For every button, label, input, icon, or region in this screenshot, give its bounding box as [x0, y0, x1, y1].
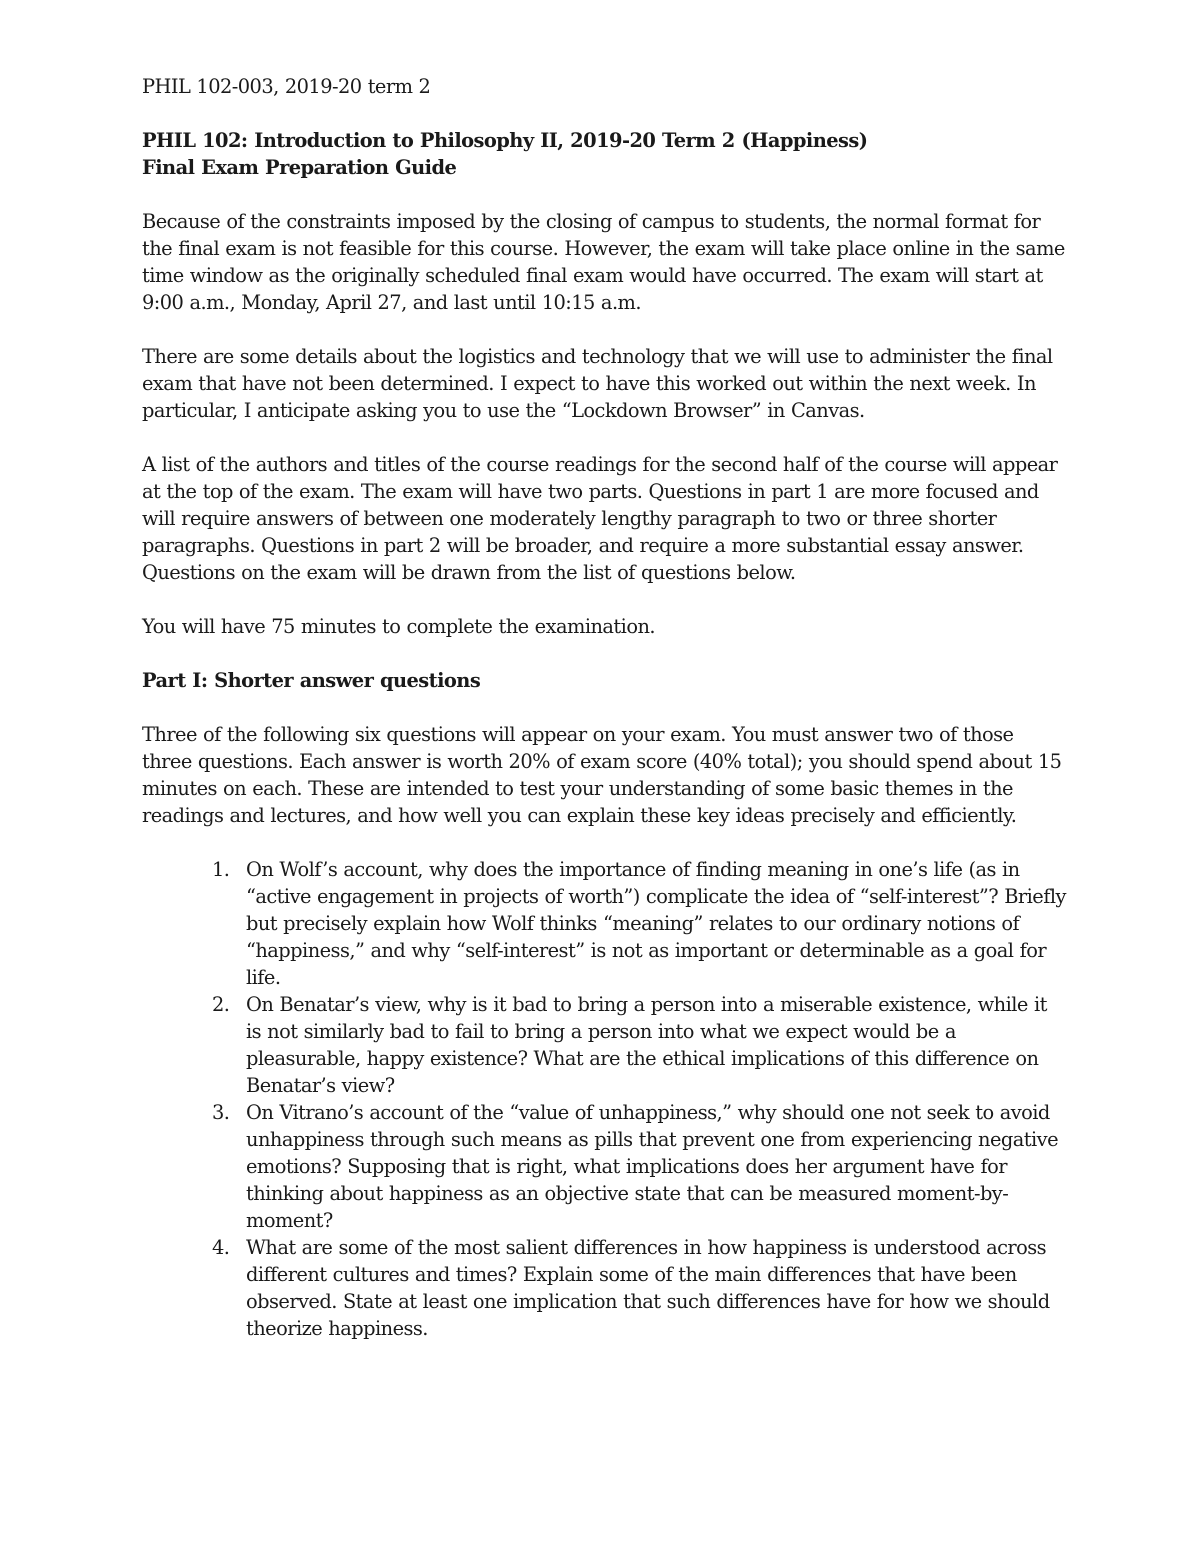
list-item [142, 856, 1067, 991]
part1-intro: Three of the following six questions will appear on your exam. You must answer two of those three questions. Each answer is worth 20% of exam score (40% total); you should spend about 15 minutes on each. These are intended to test your understanding of some basic themes in the readings and lectures, and how well you can explain these key ideas precisely and efficiently. [142, 723, 1062, 827]
question-text: On Wolf’s account, why does the importance of finding meaning in one’s life (as in “active engagement in projects of worth”) complicate the idea of “self-interest”? Briefly but precisely explain how Wolf thinks “meaning” relates to our ordinary notions of “happiness,” and why “self-interest” is not as important or determinable as a goal for life. [246, 858, 1066, 989]
paragraph-exam-structure: A list of the authors and titles of the course readings for the second half of the course will appear at the top of the exam. The exam will have two parts. Questions in part 1 are more focused and will require answers of between one moderately lengthy paragraph to two or three shorter paragraphs. Questions in part 2 will be broader, and require a more substantial essay answer. Questions on the exam will be drawn from the list of questions below. [142, 453, 1058, 584]
list-item [142, 1234, 1067, 1342]
part1-heading: Part I: Shorter answer questions [142, 669, 481, 692]
document-page [142, 73, 1067, 1342]
question-list [142, 856, 1067, 1342]
question-number: 4. [212, 1236, 230, 1259]
question-text: On Vitrano’s account of the “value of unhappiness,” why should one not seek to avoid unhappiness through such means as pills that prevent one from experiencing negative emotions? Supposing that is right, what implications does her argument have for thinking about happiness as an objective state that can be measured moment-by-moment? [246, 1101, 1059, 1232]
paragraph-logistics: There are some details about the logistics and technology that we will use to administer the final exam that have not been determined. I expect to have this worked out within the next week. In particular, I anticipate asking you to use the “Lockdown Browser” in Canvas. [142, 345, 1053, 422]
question-text: On Benatar’s view, why is it bad to bring a person into a miserable existence, while it is not similarly bad to fail to bring a person into what we expect would be a pleasurable, happy existence? What are the ethical implications of this difference on Benatar’s view? [246, 993, 1047, 1097]
question-number: 3. [212, 1101, 230, 1124]
page-header: PHIL 102-003, 2019-20 term 2 [142, 75, 431, 98]
paragraph-time-limit: You will have 75 minutes to complete the examination. [142, 615, 656, 638]
course-title: PHIL 102: Introduction to Philosophy II, 2019-20 Term 2 (Happiness) [142, 129, 868, 152]
question-number: 1. [212, 858, 230, 881]
question-number: 2. [212, 993, 230, 1016]
guide-title: Final Exam Preparation Guide [142, 156, 457, 179]
paragraph-exam-format: Because of the constraints imposed by the closing of campus to students, the normal format for the final exam is not feasible for this course. However, the exam will take place online in the same time window as the originally scheduled final exam would have occurred. The exam will start at 9:00 a.m., Monday, April 27, and last until 10:15 a.m. [142, 210, 1065, 314]
document-title [142, 127, 1067, 181]
list-item [142, 1099, 1067, 1234]
question-text: What are some of the most salient differences in how happiness is understood across different cultures and times? Explain some of the main differences that have been observed. State at least one implication that such differences have for how we should theorize happiness. [246, 1236, 1050, 1340]
list-item [142, 991, 1067, 1099]
